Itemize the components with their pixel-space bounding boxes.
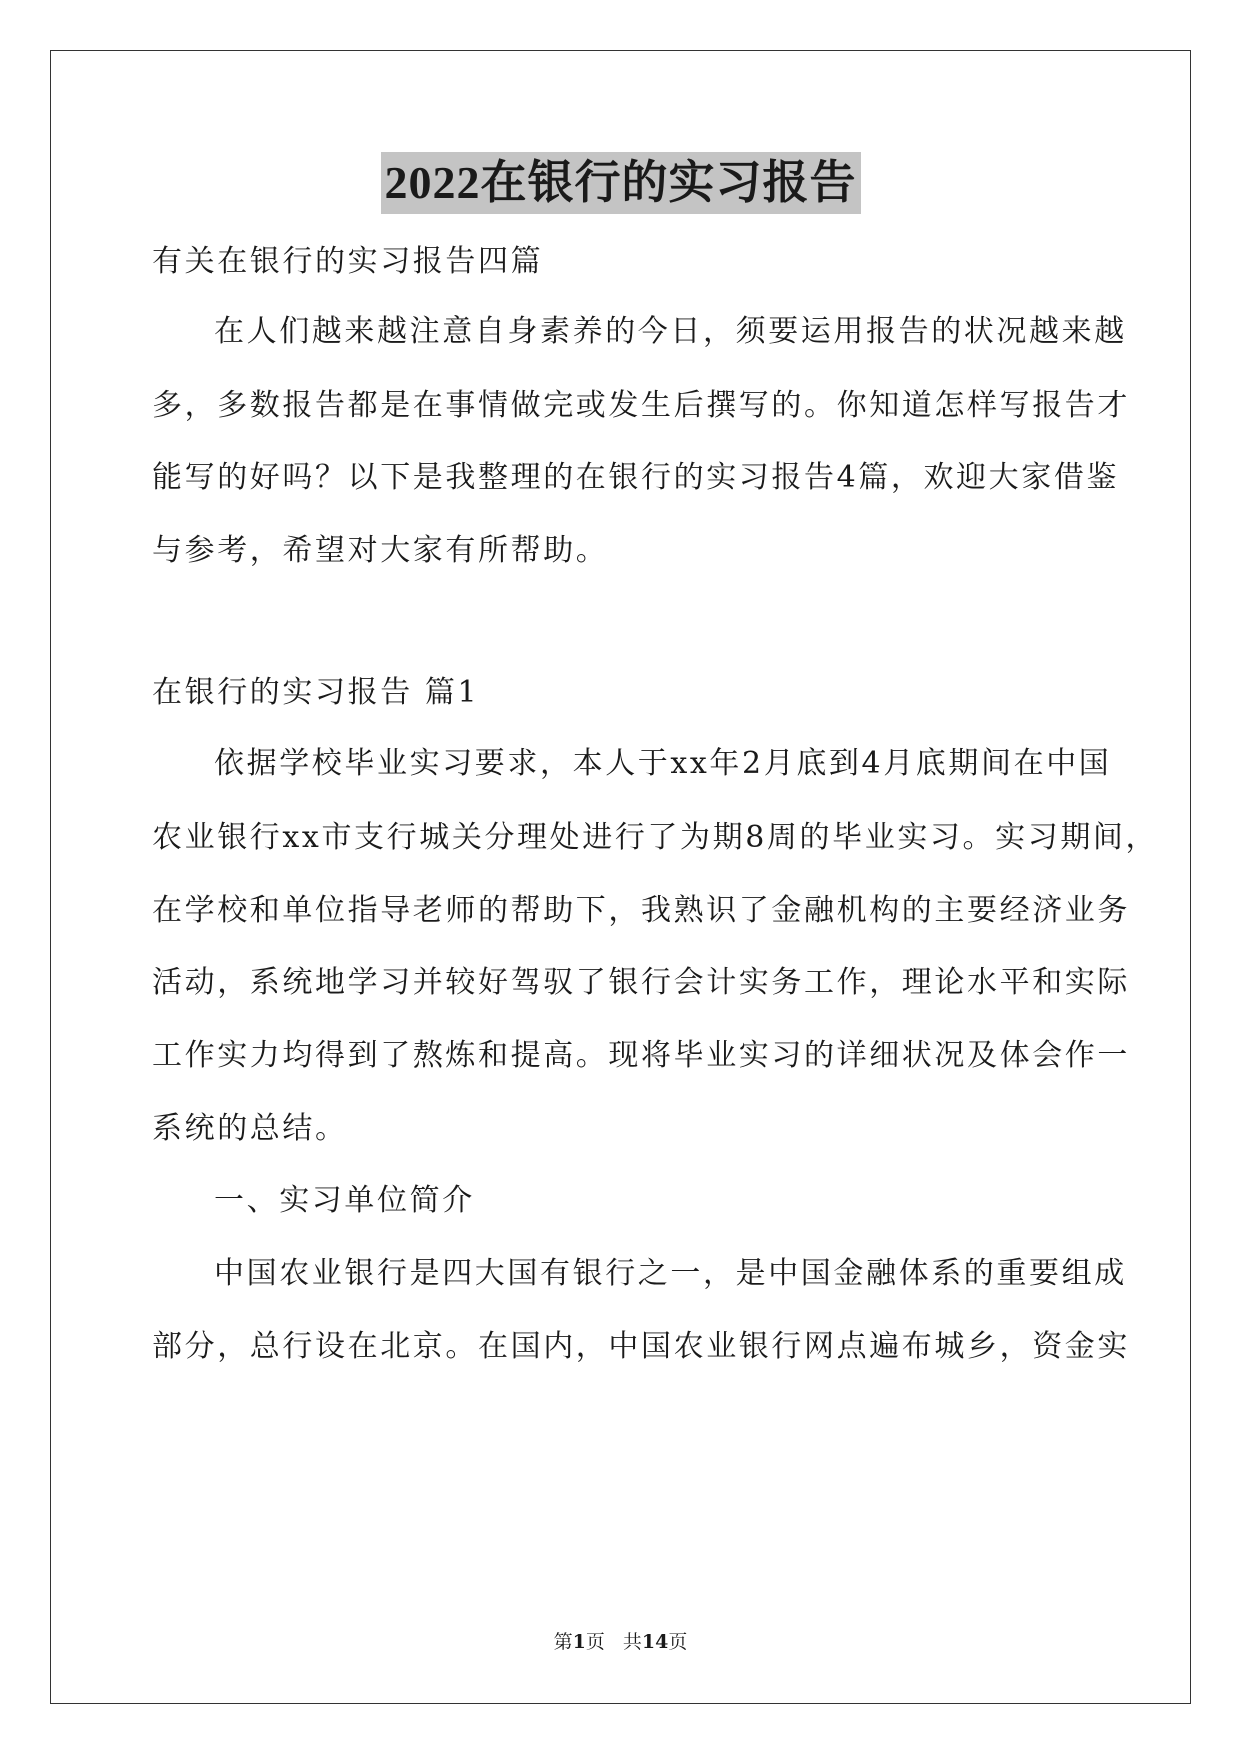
footer-total-prefix: 共: [622, 1631, 642, 1653]
footer-page-prefix: 第: [553, 1631, 573, 1653]
paragraph-line: 部分，总行设在北京。在国内，中国农业银行网点遍布城乡，资金实: [152, 1329, 1130, 1364]
section-heading: 在银行的实习报告 篇1: [152, 675, 480, 710]
footer-page-mid: 页: [585, 1631, 605, 1653]
subtitle-line: 有关在银行的实习报告四篇: [152, 244, 544, 279]
footer-page-current: 1: [572, 1631, 586, 1653]
paragraph-line: 能写的好吗？以下是我整理的在银行的实习报告4篇，欢迎大家借鉴: [152, 460, 1120, 495]
document-title: 2022在银行的实习报告: [381, 152, 861, 214]
paragraph-line: 在学校和单位指导老师的帮助下，我熟识了金融机构的主要经济业务: [152, 893, 1130, 928]
paragraph-line: 与参考，希望对大家有所帮助。: [152, 533, 609, 568]
paragraph-line: 依据学校毕业实习要求，本人于xx年2月底到4月底期间在中国: [214, 746, 1112, 781]
paragraph-line: 多，多数报告都是在事情做完或发生后撰写的。你知道怎样写报告才: [152, 388, 1130, 423]
paragraph-line: 中国农业银行是四大国有银行之一，是中国金融体系的重要组成: [214, 1256, 1127, 1291]
paragraph-line: 活动，系统地学习并较好驾驭了银行会计实务工作，理论水平和实际: [152, 965, 1130, 1000]
footer-page-total: 14: [641, 1631, 669, 1653]
paragraph-line: 在人们越来越注意自身素养的今日，须要运用报告的状况越来越: [214, 314, 1127, 349]
page-footer: [0, 1629, 1241, 1655]
paragraph-line: 工作实力均得到了熬炼和提高。现将毕业实习的详细状况及体会作一: [152, 1038, 1130, 1073]
footer-total-suffix: 页: [668, 1631, 688, 1653]
page-border: [50, 50, 1191, 1704]
section-subheading: 一、实习单位简介: [214, 1183, 475, 1218]
paragraph-line: 系统的总结。: [152, 1111, 348, 1146]
paragraph-line: 农业银行xx市支行城关分理处进行了为期8周的毕业实习。实习期间，: [152, 820, 1159, 855]
title-container: [0, 152, 1241, 214]
